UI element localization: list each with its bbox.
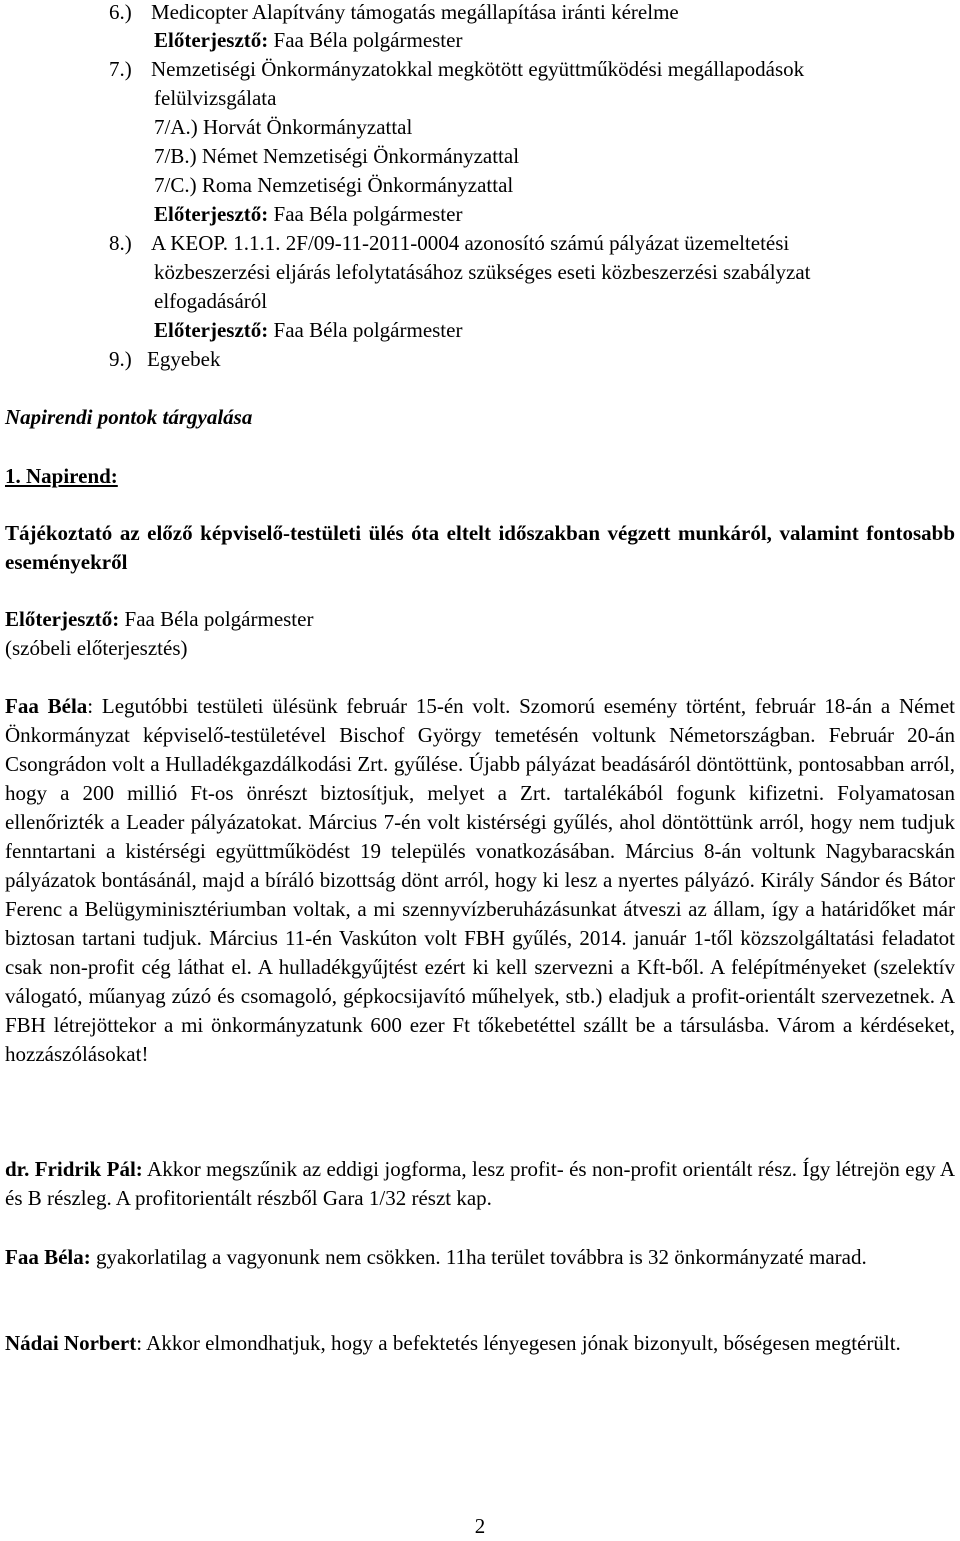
speaker-name: Faa Béla: <box>5 1245 91 1269</box>
presenter-label: Előterjesztő: <box>154 28 269 52</box>
agenda-item-continuation: elfogadásáról <box>154 289 268 313</box>
agenda-item-number: 7.) <box>109 57 132 81</box>
speech-text: Legutóbbi testületi ülésünk február 15-én volt. Szomorú esemény történt, február 18-án a Német Önkormányzat képviselő-testületével Bischof György temetésén voltunk Németországban. Február 20-án Csongrádon volt a Hulladékgazdálkodási Zrt. gyűlése. Újabb pályázat beadásáról döntöttünk, pontosabban arról, hogy a 200 millió Ft-os önrészt biztosítjuk, melyet a Zrt. tartalékából fogunk kifizetni. Folyamatosan ellenőrizték a Leader pályázatokat. Március 7-én volt kistérségi gyűlés, ahol döntöttünk arról, hogy nem tudjuk fenntartani a kistérségi együttműködést 19 település vonatkozásában. Március 8-án voltunk Nagybaracskán pályázatok bontásánál, majd a bíráló bizottság dönt arról, hogy ki lesz a nyertes pályázó. Király Sándor és Bátor Ferenc a Belügyminisztériumban voltak, a mi szennyvízberuházásunkat átveszi az állam, így a határidőket már biztosan tartani tudjuk. Március 11-én Vaskúton volt FBH gyűlés, 2014. január 1-től közszolgáltatási feladatot csak non-profit cég láthat el. A hulladékgyűjtést ezért ki kell szervezni a Kft-ből. A felépítményeket (szelektív válogató, műanyag zúzó és csomagoló, gépkocsijavító műhelyek, stb.) eladjuk a profit-orientált szervezetnek. A FBH létrejöttekor a mi önkormányzatunk 600 ezer Ft tőkebetéttel szállt be a társulásba. Várom a kérdéseket, hozzászólásokat! <box>5 694 955 1066</box>
speaker-name: Nádai Norbert <box>5 1331 137 1355</box>
agenda-item-7 <box>109 55 804 84</box>
agenda-item-number: 6.) <box>109 0 132 24</box>
agenda-item-number: 8.) <box>109 231 132 255</box>
agenda-item-6 <box>109 0 679 27</box>
section-title: Napirendi pontok tárgyalása <box>5 405 253 429</box>
napirend-label: 1. Napirend: <box>5 464 118 488</box>
presenter-name: Faa Béla polgármester <box>273 318 463 342</box>
agenda-item-8 <box>109 229 789 258</box>
topic-presenter <box>5 605 313 634</box>
topic-title: Tájékoztató az előző képviselő-testületi ülés óta eltelt időszakban végzett munkáról, valamint fontosabb eseményekről <box>5 521 955 574</box>
agenda-item-number: 9.) <box>109 347 132 371</box>
agenda-presenter <box>154 26 462 55</box>
agenda-item-continuation: felülvizsgálata <box>154 86 277 110</box>
agenda-presenter <box>154 316 462 345</box>
presenter-name: Faa Béla polgármester <box>124 607 314 631</box>
presenter-label: Előterjesztő: <box>5 607 120 631</box>
agenda-subitem-7a: 7/A.) Horvát Önkormányzattal <box>154 115 413 139</box>
presenter-name: Faa Béla polgármester <box>273 202 463 226</box>
speech-paragraph: Nádai Norbert: Akkor elmondhatjuk, hogy a befektetés lényegesen jónak bizonyult, bőségesen megtérült. <box>5 1331 901 1355</box>
presenter-label: Előterjesztő: <box>154 318 269 342</box>
speaker-name: Faa Béla <box>5 694 88 718</box>
speech-paragraph <box>5 1155 955 1213</box>
page-number: 2 <box>474 1514 486 1538</box>
agenda-item-text: Medicopter Alapítvány támogatás megállapítása iránti kérelme <box>151 0 679 24</box>
agenda-item-continuation: közbeszerzési eljárás lefolytatásához szükséges eseti közbeszerzési szabályzat <box>154 260 811 284</box>
agenda-item-text: Egyebek <box>147 347 221 371</box>
agenda-item-text: A KEOP. 1.1.1. 2F/09-11-2011-0004 azonosító számú pályázat üzemeltetési <box>151 231 790 255</box>
agenda-presenter <box>154 200 462 229</box>
agenda-subitem-7c: 7/C.) Roma Nemzetiségi Önkormányzattal <box>154 173 514 197</box>
agenda-item-text: Nemzetiségi Önkormányzatokkal megkötött együttműködési megállapodások <box>151 57 805 81</box>
speech-text: gyakorlatilag a vagyonunk nem csökken. 11ha terület továbbra is 32 önkormányzaté marad. <box>95 1245 867 1269</box>
speech-text: Akkor megszűnik az eddigi jogforma, lesz profit- és non-profit orientált rész. Így létrejön egy A és B részleg. A profitorientált részből Gara 1/32 részt kap. <box>5 1157 956 1210</box>
speech-text: Akkor elmondhatjuk, hogy a befektetés lényegesen jónak bizonyult, bőségesen megtérült. <box>146 1331 901 1355</box>
presenter-name: Faa Béla polgármester <box>273 28 463 52</box>
agenda-subitem-7b: 7/B.) Német Nemzetiségi Önkormányzattal <box>154 144 520 168</box>
speaker-name: dr. Fridrik Pál: <box>5 1157 143 1181</box>
speech-paragraph: Faa Béla: Legutóbbi testületi ülésünk február 15-én volt. Szomorú esemény történt, február 18-án a Német Önkormányzat képviselő-testületével Bischof György temetésén voltunk Németországban. Február 20-án Csongrádon volt a Hulladékgazdálkodási Zrt. gyűlése. Újabb pályázat beadásáról döntöttünk, pontosabban arról, hogy a 200 millió Ft-os önrészt biztosítjuk, melyet a Zrt. tartalékából fogunk kifizetni. Folyamatosan ellenőrizték a Leader pályázatokat. Március 7-én volt kistérségi gyűlés, ahol döntöttünk arról, hogy nem tudjuk fenntartani a kistérségi együttműködést 19 település vonatkozásában. Március 8-án voltunk Nagybaracskán pályázatok bontásánál, majd a bíráló bizottság dönt arról, hogy ki lesz a nyertes pályázó. Király Sándor és Bátor Ferenc a Belügyminisztériumban voltak, a mi szennyvízberuházásunkat átveszi az állam, így a határidőket már biztosan tartani tudjuk. Március 11-én Vaskúton volt FBH gyűlés, 2014. január 1-től közszolgáltatási feladatot csak non-profit cég láthat el. A hulladékgyűjtést ezért ki kell szervezni a Kft-ből. A felépítményeket (szelektív válogató, műanyag zúzó és csomagoló, gépkocsijavító műhelyek, stb.) eladjuk a profit-orientált szervezetnek. A FBH létrejöttekor a mi önkormányzatunk 600 ezer Ft tőkebetéttel szállt be a társulásba. Várom a kérdéseket, hozzászólásokat! <box>5 694 955 1066</box>
presenter-label: Előterjesztő: <box>154 202 269 226</box>
topic-note: (szóbeli előterjesztés) <box>5 636 188 660</box>
agenda-item-9 <box>109 345 220 374</box>
speech-paragraph <box>5 1243 955 1272</box>
